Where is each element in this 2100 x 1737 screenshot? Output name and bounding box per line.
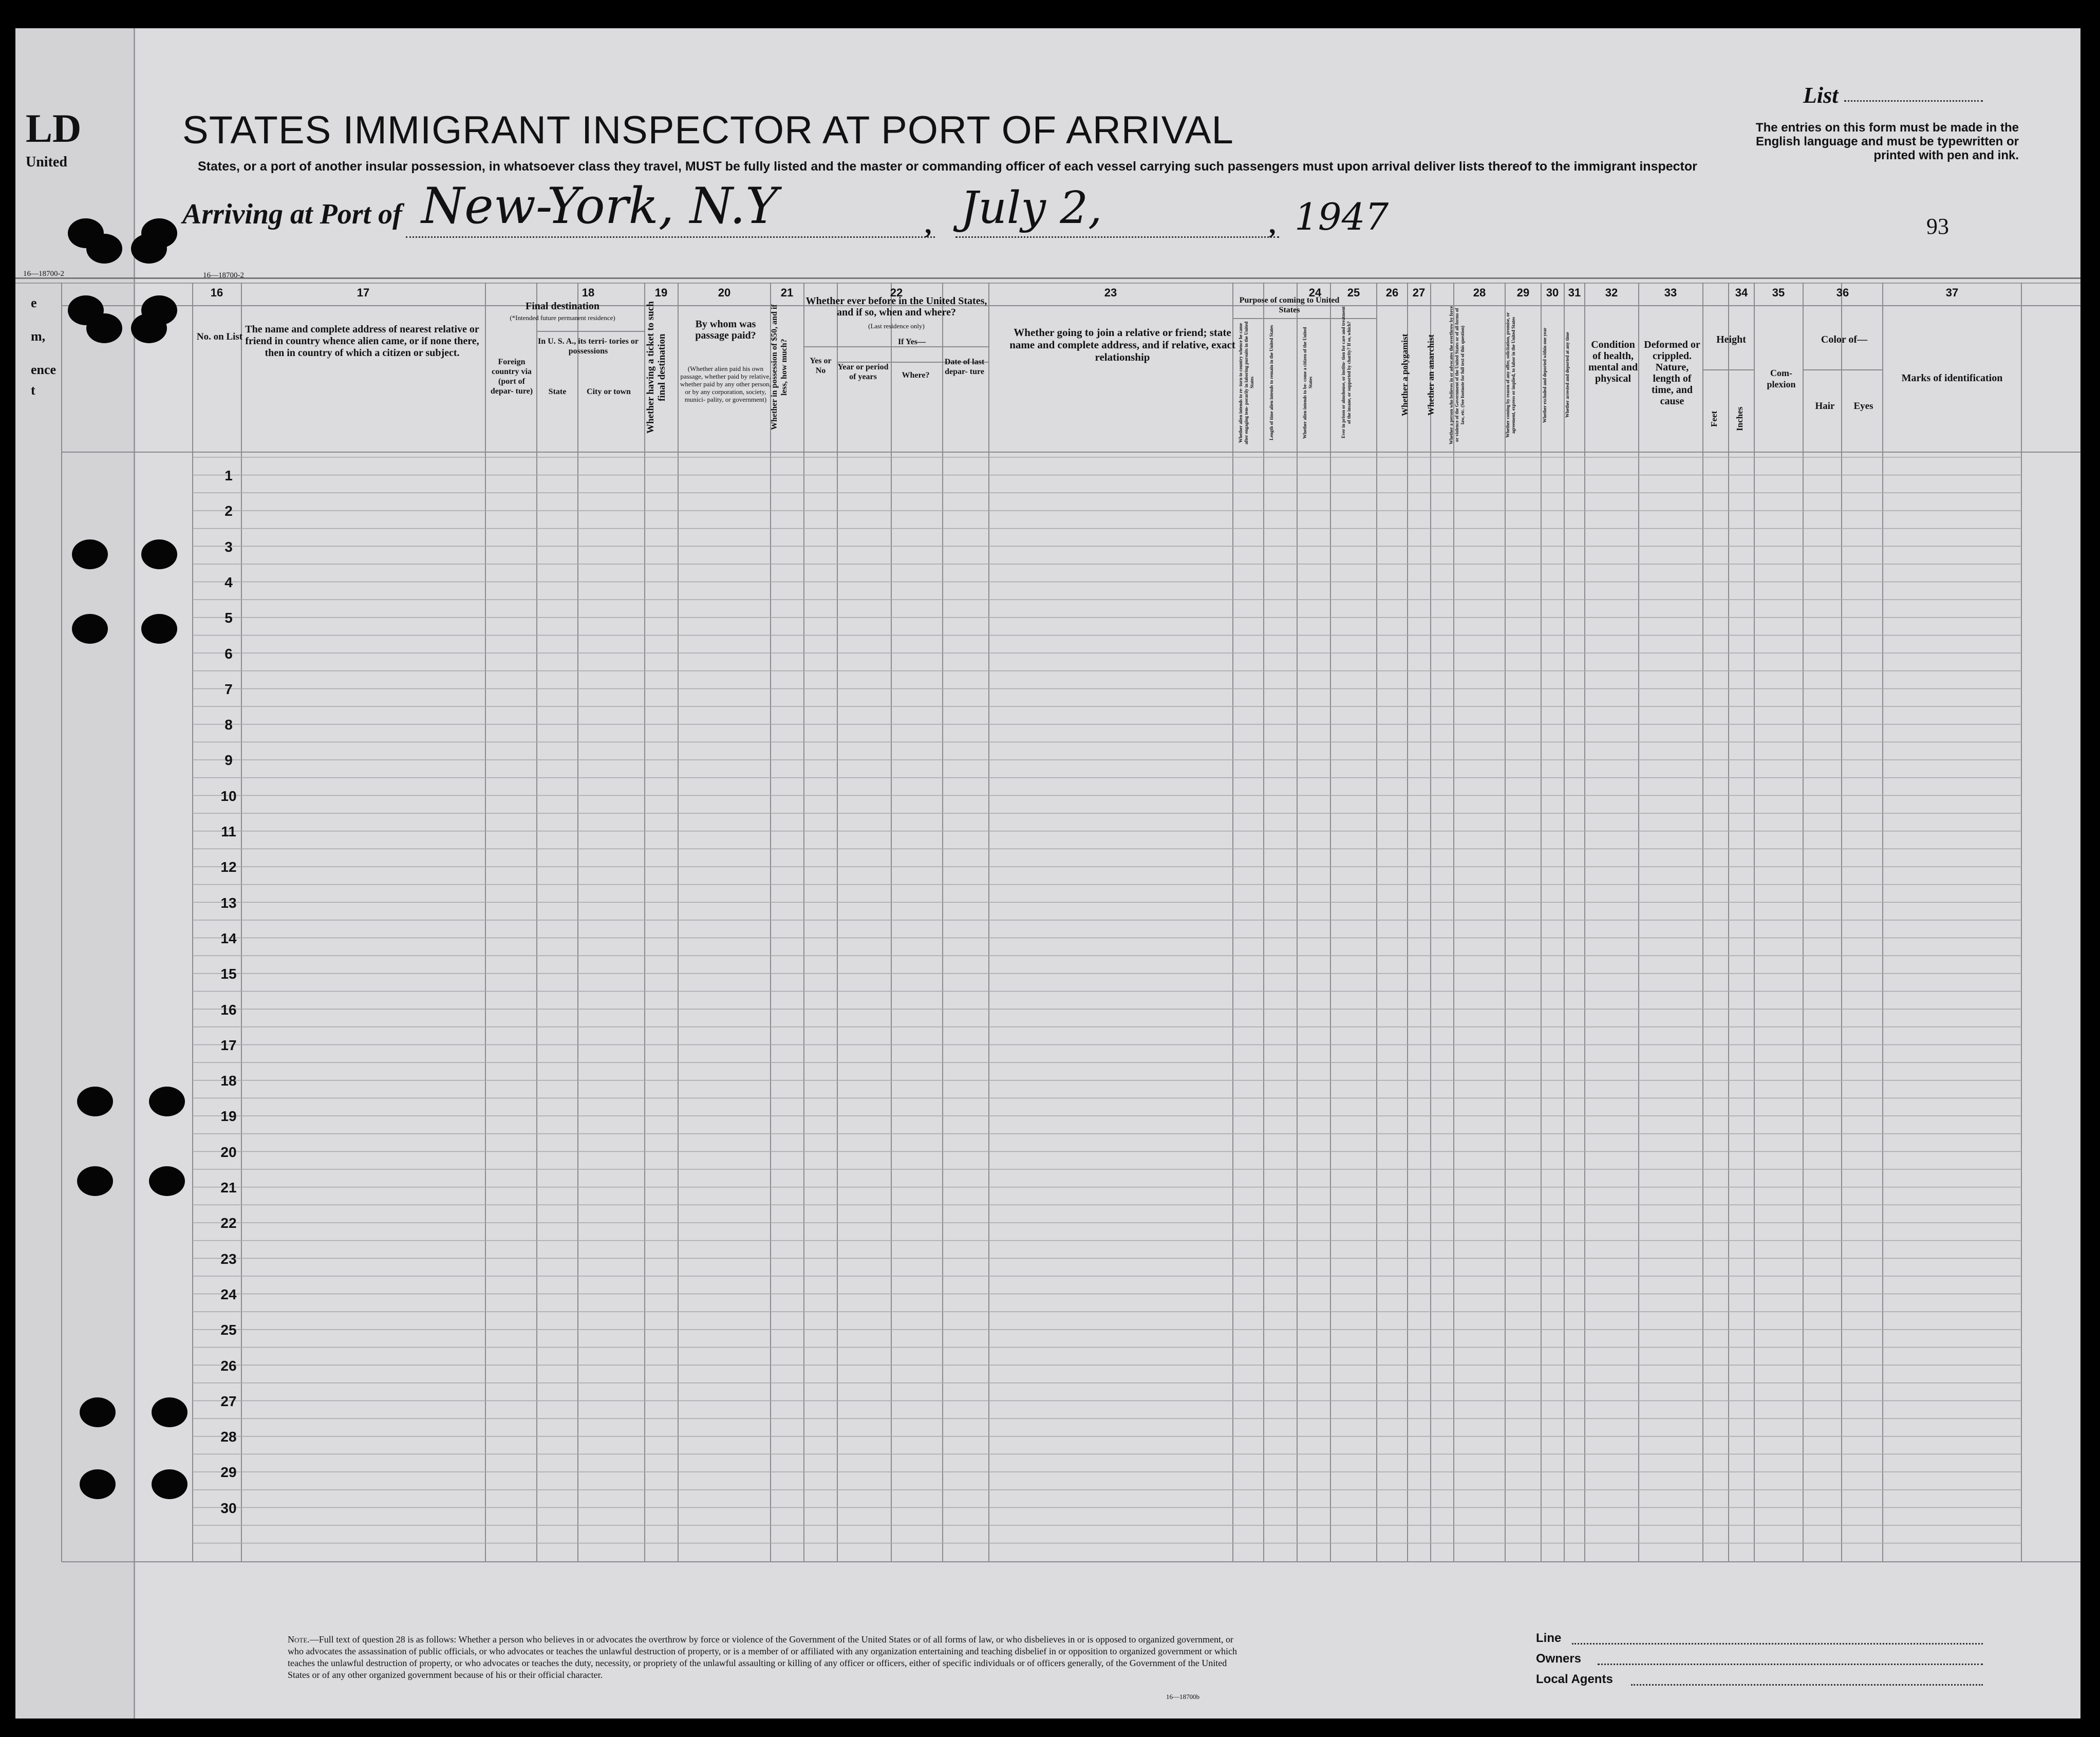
binding-hole <box>141 539 177 569</box>
row-number: 14 <box>220 930 237 946</box>
binding-hole <box>152 1397 188 1427</box>
comma: , <box>1269 209 1276 239</box>
column-number: 37 <box>1945 286 1959 299</box>
binding-hole <box>77 1087 113 1116</box>
column-number: 33 <box>1664 286 1677 299</box>
edge-fragment-line: m, <box>31 329 46 344</box>
binding-hole <box>152 1469 188 1499</box>
row-number: 25 <box>220 1322 237 1338</box>
row-number: 4 <box>224 574 233 590</box>
header-c34-inches: Inches <box>1735 406 1745 431</box>
column-number: 29 <box>1516 286 1530 299</box>
header-c21: Whether in possession of $50, and if less, how much? <box>770 304 789 431</box>
local-agents-field[interactable] <box>1631 1684 1983 1686</box>
row-number: 22 <box>220 1215 237 1231</box>
row-number: 16 <box>220 1001 237 1018</box>
row-number: 19 <box>220 1108 237 1125</box>
header-c28: Whether a person who believes in or advocates the overthrow by force or violence of the Government of the United States or of all forms of law, etc. (See footnote for full text of this question) <box>1449 306 1465 444</box>
column-number: 24 <box>1308 286 1322 299</box>
question-28-note <box>288 1634 1238 1681</box>
header-c34-title: Height <box>1716 334 1746 345</box>
header-c36-hair: Hair <box>1815 401 1835 412</box>
binding-hole <box>131 313 167 343</box>
header-c16: No. on List <box>196 331 243 342</box>
column-number: 31 <box>1568 286 1581 299</box>
entries-instruction: The entries on this form must be made in the English language and must be typewritten or printed with pen and ink. <box>1755 121 2019 162</box>
note-text: —Full text of question 28 is as follows: Whether a person who believes in or advocates the overthrow by force or violence of the Government of the United States or of all forms of law, or who disbelieves in or is opposed to organized government, or who advocates the assassination of public officials, or who advocates or teaches the unlawful destruction of property, or is a member of or affiliated with any organization entertaining and teaching disbelief in or opposition to organized government or which teaches the unlawful destruction of property, or who advocates or teaches the duty, necessity, or propriety of the unlawful assaulting or killing of any officer or officers, either of specific individuals or of officers generally, of the Government of the United States or of any other organized government because of his or their official character. <box>288 1634 1237 1680</box>
row-number: 30 <box>220 1500 237 1516</box>
edge-fragment-line: t <box>31 383 35 398</box>
list-label: List <box>1803 83 1839 108</box>
header-c19: Whether having a ticket to such final destination <box>645 301 667 434</box>
header-c22-title: Whether ever before in the United States, and if so, when and where? <box>805 295 987 318</box>
binding-hole <box>80 1397 116 1427</box>
note-form-code: 16—18700b <box>1166 1693 1199 1701</box>
header-c18-title: Final destination <box>526 301 599 312</box>
column-number: 19 <box>654 286 668 299</box>
row-number: 6 <box>224 645 233 662</box>
row-number: 11 <box>221 824 236 839</box>
edge-fragment-title: LD <box>26 106 82 151</box>
header-c33: Deformed or crippled. Nature, length of time, and cause <box>1644 339 1700 407</box>
row-number: 26 <box>220 1357 237 1374</box>
column-number: 35 <box>1772 286 1785 299</box>
line-label: Line <box>1536 1631 1562 1645</box>
header-c35: Com- plexion <box>1767 368 1796 389</box>
row-number: 1 <box>224 468 233 483</box>
binding-hole <box>141 614 177 644</box>
binding-hole <box>86 234 122 264</box>
binding-hole <box>72 539 108 569</box>
binding-hole <box>72 614 108 644</box>
column-number: 28 <box>1473 286 1486 299</box>
header-c32: Condition of health, mental and physical <box>1588 339 1638 384</box>
header-c18-sub: (*Intended future permanent residence) <box>510 314 615 322</box>
row-number: 5 <box>224 610 233 626</box>
header-c34-feet: Feet <box>1709 410 1719 427</box>
header-c24-b: Length of time alien intends to remain in the United States <box>1269 325 1274 441</box>
row-number: 3 <box>224 538 233 555</box>
year-handwritten: 1947 <box>1295 195 1389 238</box>
form-subtitle: States, or a port of another insular possession, in whatsoever class they travel, MUST be fully listed and the master or commanding officer of each vessel carrying such passengers must upon arrival deliver lists thereof to the immigrant inspector <box>198 159 1697 174</box>
owners-field[interactable] <box>1598 1664 1983 1665</box>
row-number: 29 <box>220 1464 237 1481</box>
header-c25: Ever in prison or almshouse, or institu- tion for care and treatment of the insane, or supported by charity? If so, which? <box>1341 306 1352 439</box>
binding-hole <box>86 313 122 343</box>
header-c18-foreign: Foreign country via (port of depar- ture) <box>490 358 533 396</box>
header-c37: Marks of identification <box>1901 372 2003 384</box>
row-number: 27 <box>220 1393 237 1409</box>
row-number: 21 <box>220 1180 237 1196</box>
column-number: 26 <box>1385 286 1399 299</box>
manifest-sheet <box>15 28 2080 1719</box>
column-number: 34 <box>1735 286 1748 299</box>
header-c30: Whether excluded and deported within one year <box>1542 327 1547 423</box>
row-number: 24 <box>220 1286 237 1302</box>
port-handwritten: New-York, N.Y <box>421 177 778 235</box>
header-c27: Whether an anarchist <box>1426 334 1436 416</box>
header-c24-a: Whether alien intends to re- turn to country whence he came after engaging tem- porarily in laboring pursuits in the United States <box>1238 321 1254 444</box>
line-field[interactable] <box>1572 1643 1983 1645</box>
local-agents-label: Local Agents <box>1536 1672 1613 1686</box>
edge-fragment-line: e <box>31 295 37 310</box>
form-code: 16—18700-2 <box>23 270 64 278</box>
column-number: 32 <box>1605 286 1618 299</box>
header-c36-eyes: Eyes <box>1853 401 1873 412</box>
header-c18-city: City or town <box>587 387 631 396</box>
column-number: 22 <box>890 286 903 299</box>
comma: , <box>925 209 932 239</box>
column-number: 16 <box>210 286 223 299</box>
binding-hole <box>77 1166 113 1196</box>
binding-hole <box>131 234 167 264</box>
header-c22-ifyes: If Yes— <box>897 338 926 346</box>
header-c26: Whether a polygamist <box>1400 333 1410 417</box>
header-c17: The name and complete address of nearest relative or friend in country whence alien came, or if none there, then in country of which a citizen or subject. <box>245 324 479 359</box>
header-c23: Whether going to join a relative or friend; state name and complete address, and if relative, exact relationship <box>1009 326 1235 363</box>
header-c31: Whether arrested and deported at any time <box>1565 332 1570 418</box>
column-number: 27 <box>1412 286 1426 299</box>
page-number: 93 <box>1926 214 1949 239</box>
column-number: 23 <box>1104 286 1117 299</box>
owners-label: Owners <box>1536 1652 1582 1666</box>
row-number: 15 <box>220 966 237 982</box>
header-c20-sub: (Whether alien paid his own passage, whether paid by relative, whether paid by any other person, or by any corporation, society, munici- pality, or government) <box>680 365 771 403</box>
row-number: 23 <box>220 1250 237 1267</box>
binding-hole <box>149 1087 185 1116</box>
row-number: 28 <box>220 1429 237 1445</box>
column-number: 36 <box>1836 286 1849 299</box>
header-c22-yesno: Yes or No <box>810 357 832 375</box>
header-c18-state: State <box>548 387 567 396</box>
header-c22-where: Where? <box>902 371 930 380</box>
row-number: 20 <box>220 1144 237 1160</box>
row-number: 7 <box>224 681 233 697</box>
arriving-label: Arriving at Port of <box>182 198 402 230</box>
note-label: Note. <box>288 1634 310 1645</box>
column-number: 20 <box>718 286 731 299</box>
date-handwritten: July 2, <box>961 182 1102 234</box>
header-c24-title: Purpose of coming to United States <box>1239 296 1340 314</box>
form-grid <box>15 28 2080 1719</box>
row-number: 8 <box>224 717 233 733</box>
edge-fragment-line: ence <box>31 362 57 377</box>
header-c22-sub: (Last residence only) <box>868 322 925 330</box>
column-number: 30 <box>1546 286 1559 299</box>
row-number: 18 <box>220 1073 237 1089</box>
column-number: 17 <box>357 286 370 299</box>
header-c22-date: Date of last depar- ture <box>944 358 985 376</box>
row-number: 10 <box>220 788 237 804</box>
header-c24-c: Whether alien intends to be- come a citizen of the United States <box>1302 327 1313 439</box>
binding-hole <box>80 1469 116 1499</box>
column-number: 18 <box>582 286 595 299</box>
header-c22-years: Year or period of years <box>837 363 889 381</box>
form-code: 16—18700-2 <box>203 271 244 279</box>
edge-fragment-united: United <box>26 154 67 170</box>
form-title: STATES IMMIGRANT INSPECTOR AT PORT OF ARRIVAL <box>182 108 1234 152</box>
row-number: 9 <box>224 752 233 769</box>
column-number: 21 <box>780 286 794 299</box>
header-c20-title: By whom was passage paid? <box>695 319 756 341</box>
row-number: 17 <box>220 1037 237 1053</box>
header-c36-title: Color of— <box>1821 334 1868 345</box>
row-number: 12 <box>220 859 237 875</box>
column-number: 25 <box>1347 286 1360 299</box>
binding-hole <box>149 1166 185 1196</box>
header-c18-usa: In U. S. A., its terri- tories or possessions <box>538 337 639 356</box>
header-c29: Whether coming by reason of any offer, solicitation, promise, or agreement, express or implied, to labor in the United States <box>1505 312 1516 438</box>
row-number: 2 <box>224 503 233 519</box>
row-number: 13 <box>220 894 237 911</box>
